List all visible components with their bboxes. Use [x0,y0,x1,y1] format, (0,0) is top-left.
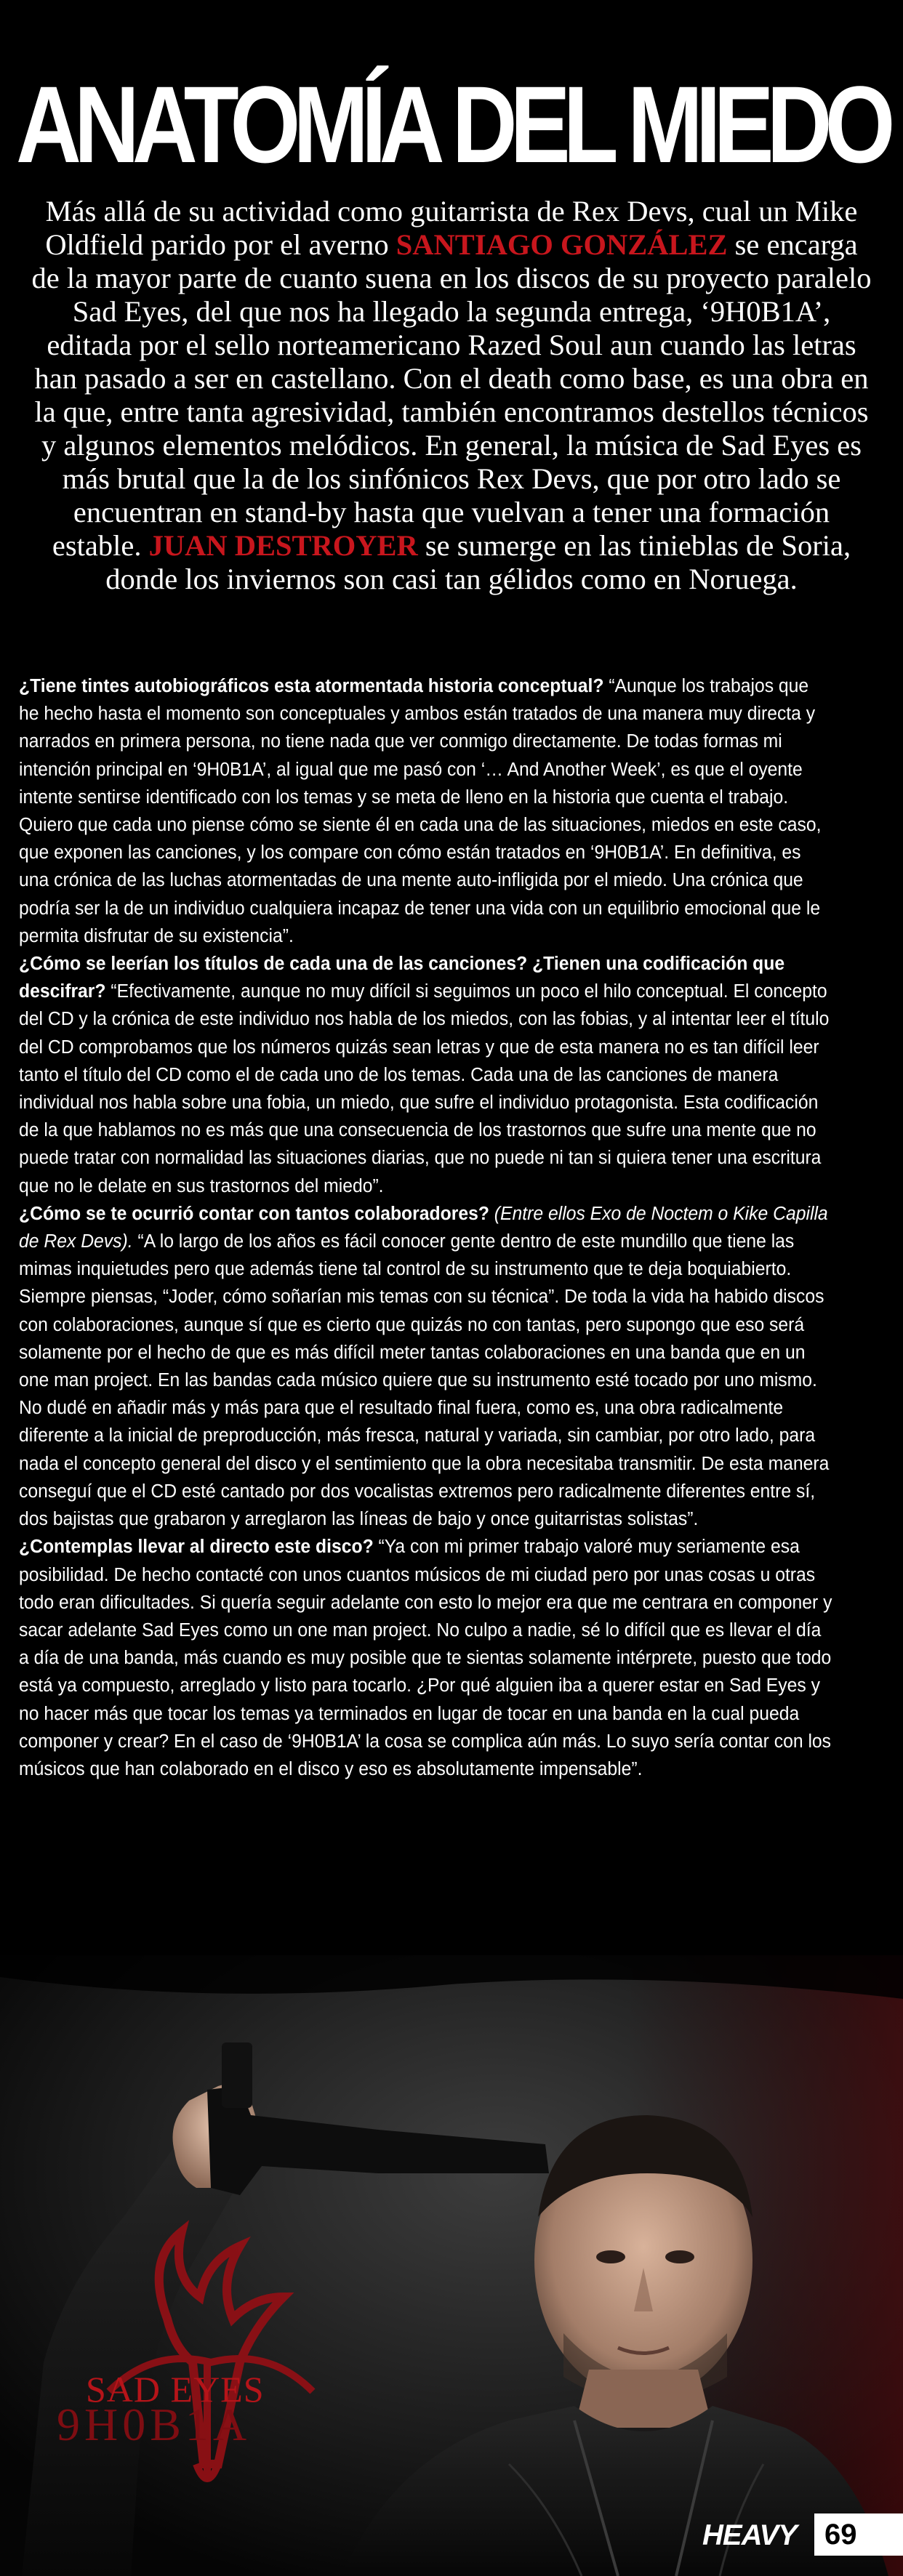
page-number: 69 [814,2513,903,2556]
interview-item [19,949,832,1199]
intro-paragraph [29,195,874,596]
intro-text-2: se encarga de la mayor parte de cuanto suena en los discos de su proyecto paralelo Sad Eyes, del que nos ha llegado la segunda entrega, ‘9H0B1A’, editada por el sello norteamericano Razed Soul aun cuando las letras han pasado a ser en castellano. Con el death como base, es una obra en la que, entre tanta agresividad, también encontramos destellos técnicos y algunos elementos melódicos. En general, la música de Sad Eyes es más brutal que la de los sinfónicos Rex Devs, que por otro lado se encuentran en stand-by hasta que vuelvan a tener una formación estable. [31,228,872,562]
interview-answer: “Aunque los trabajos que he hecho hasta el momento son conceptuales y ambos están tratados de una manera muy directa y narrados en primera persona, no tiene nada que ver conmigo directamente. De todas formas mi intención principal en ‘9H0B1A’, al igual que me pasó con ‘… And Another Week’, es que el oyente intente sentirse identificado con los temas y se meta de lleno en la historia que cuenta el trabajo. Quiero que cada uno piense cómo se siente él en cada una de las situaciones, miedos en este caso, que exponen las canciones, y los compare con cómo están tratados en ‘9H0B1A’. En definitiva, es una crónica de las luchas atormentadas de una mente auto-infligida por el miedo. Una crónica que podría ser la de un individuo cualquiera incapaz de tener una vida con un equilibrio emocional que le permita disfrutar de su existencia”. [19,675,822,946]
interviewee-name: SANTIAGO GONZÁLEZ [396,228,728,261]
author-name: JUAN DESTROYER [148,529,418,562]
interview-question: ¿Contemplas llevar al directo este disco? [19,1535,374,1558]
headline: ANATOMÍA DEL MIEDO [16,63,888,185]
album-logo-title: 9H0B1A [57,2399,252,2450]
intro-text-3: se sumerge en las tinieblas de Soria, donde los inviernos son casi tan gélidos como en Noruega. [105,529,851,595]
interview-answer: “Ya con mi primer trabajo valoré muy seriamente esa posibilidad. De hecho contacté con unos cuantos músicos de mi ciudad pero por unas cosas u otras todo eran dificultades. Si quería seguir adelante con esto lo mejor era que me centrara en componer y sacar adelante Sad Eyes como un one man project. No culpo a nadie, sé lo difícil que es llevar el día a día de una banda, más cuando es muy posible que te sientas solamente intérprete, puesto que todo está ya compuesto, arreglado y listo para tocarlo. ¿Por qué alguien iba a querer estar en Sad Eyes y no hacer más que tocar los temas ya terminados en lugar de tocar en una banda en la cual pueda componer y crear? En el caso de ‘9H0B1A’ la cosa se complica aún más. Lo suyo sería contar con los músicos que han colaborado en el disco y eso es absolutamente impensable”. [19,1535,832,1779]
interview-question: ¿Cómo se te ocurrió contar con tantos colaboradores? [19,1202,489,1224]
magazine-logo: HEAVY [702,2519,797,2551]
intro-text-1: Más allá de su actividad como guitarrista de Rex Devs, cual un Mike Oldfield parido por el averno [45,195,858,261]
interview-item [19,1199,832,1532]
interview-item [19,672,832,949]
interview-item [19,1532,832,1782]
artist-photo [0,1955,903,2576]
interview-question: ¿Tiene tintes autobiográficos esta atormentada historia conceptual? [19,675,604,696]
album-logo-band: SAD EYES [86,2369,265,2410]
interview-answer: “Efectivamente, aunque no muy difícil si seguimos un poco el hilo conceptual. El concepto del CD y la crónica de este individuo nos habla de los miedos, con las fobias, y al intentar leer el título del CD comprobamos que los números quizás sean letras y que de esta manera no es tan difícil leer tanto el título del CD como el de cada uno de los temas. Cada una de las canciones de manera individual nos habla sobre una fobia, un miedo, que sufre el individuo protagonista. Esta codificación de la que hablamos no es más que una consecuencia de los trastornos que sufre una mente que no puede tratar con normalidad las situaciones diarias, que no puede ni tan si quiera tener una escritura que no le delate en sus trastornos del miedo”. [19,980,830,1196]
interview-answer: “A lo largo de los años es fácil conocer gente dentro de este mundillo que tiene las mimas inquietudes pero que además tiene tal control de su instrumento que te deja boquiabierto. Siempre piensas, “Joder, cómo soñarían mis temas con su técnica”. De toda la vida ha habido discos con colaboraciones, aunque sí que es cierto que quizás no con tantas, pero supongo que eso será solamente por el hecho de que es más difícil meter tantas colaboraciones en una banda que en un one man project. En las bandas cada músico quiere que su instrumento esté tocado por uno mismo. No dudé en añadir más y más para que el resultado final fuera, como es, una obra radicalmente diferente a la inicial de preproducción, más fresca, natural y variada, sin cambiar, por otro lado, para nada el concepto general del disco y el sentimiento que la obra necesitaba transmitir. De esta manera conseguí que el CD esté cantado por dos vocalistas extremos pero radicalmente diferentes entre sí, dos bajistas que grabaron y arreglaron las líneas de bajo y once guitarristas solistas”. [19,1230,830,1530]
interview-question: ¿Cómo se leerían los títulos de cada una de las canciones? ¿Tienen una codificación que descifrar? [19,952,785,1002]
interview-body [19,672,832,1782]
interview-note: (Entre ellos Exo de Noctem o Kike Capilla de Rex Devs). [19,1202,828,1252]
